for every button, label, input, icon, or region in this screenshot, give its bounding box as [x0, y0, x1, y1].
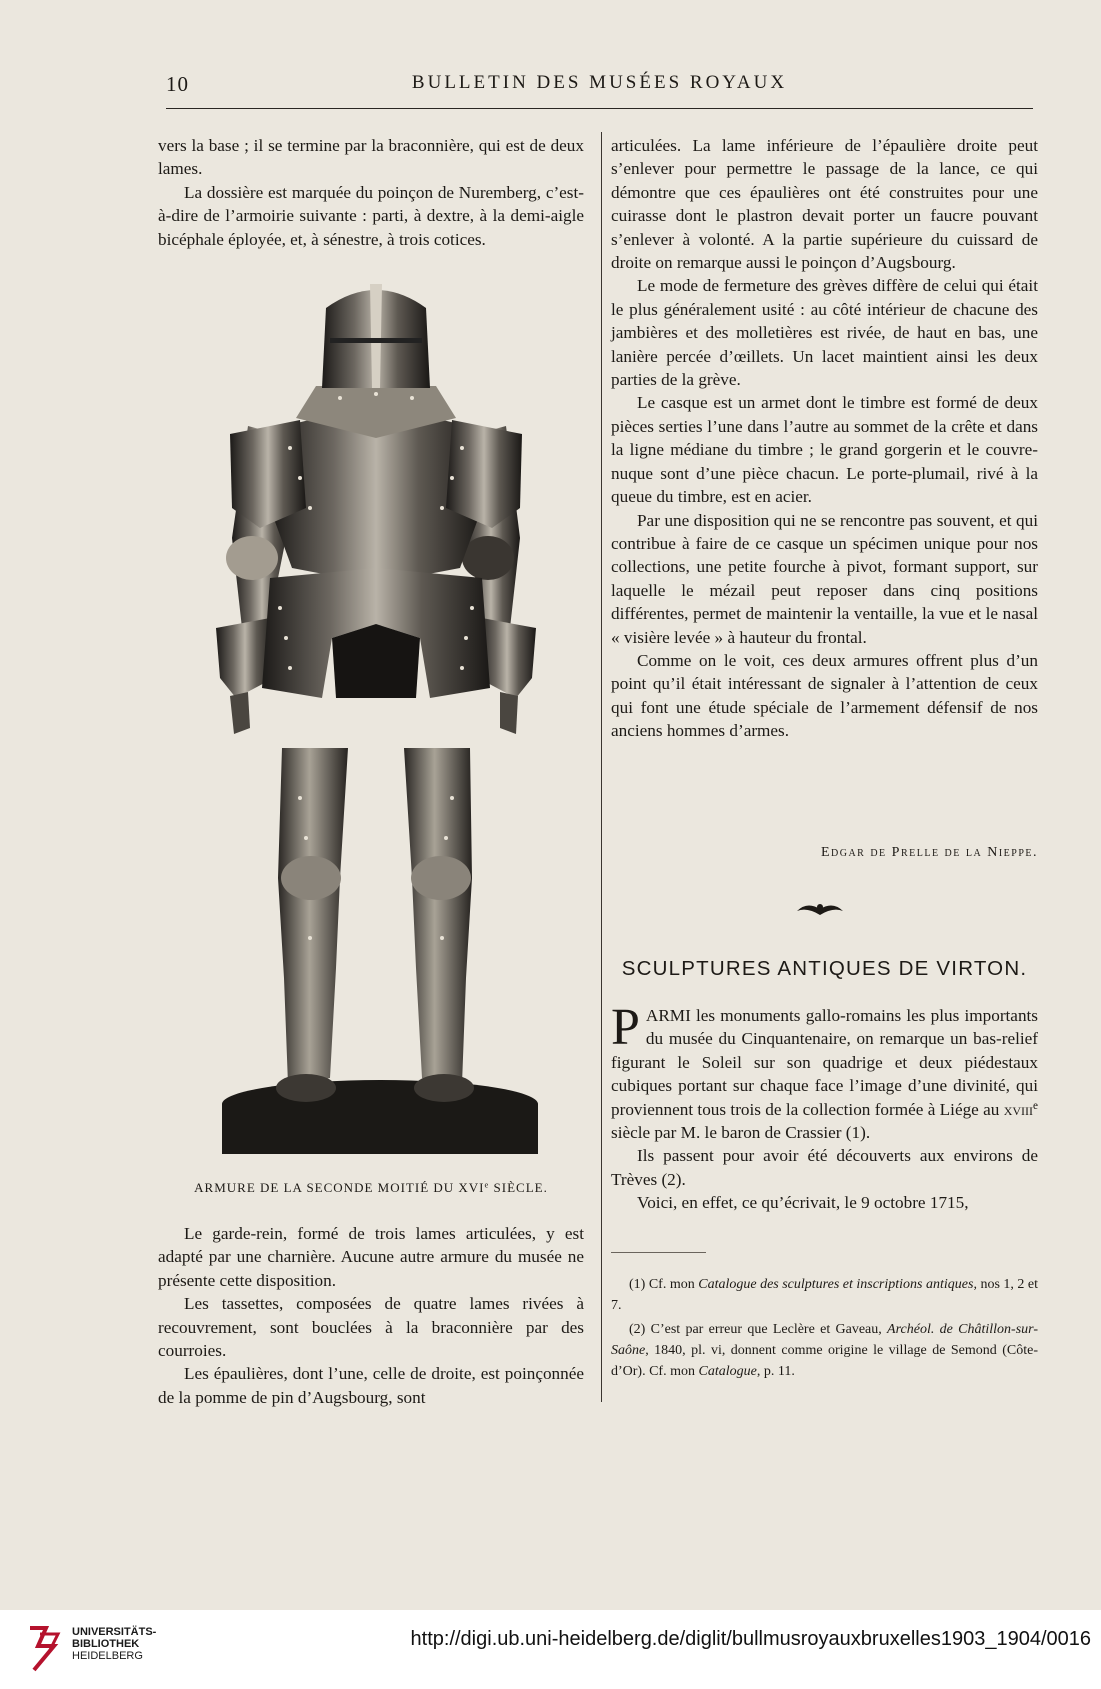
left-column-bottom [158, 1222, 584, 1409]
paragraph: Comme on le voit, ces deux armures offrent plus d’un point qu’il était intéressant de signaler à l’attention de ceux qui font une étude spéciale de l’armement défensif de nos anciens hommes d’armes. [611, 650, 1038, 741]
section-paragraph: Ils passent pour avoir été découverts aux environs de Trèves (2). [611, 1146, 1038, 1189]
author-signature: Edgar de Prelle de la Nieppe. [820, 845, 1038, 860]
footnote-rule [611, 1252, 706, 1253]
paragraph: vers la base ; il se termine par la braconnière, qui est de deux lames. [158, 136, 584, 179]
university-library-logo-icon [24, 1624, 64, 1674]
paragraph: Les épaulières, dont l’une, celle de droite, est poinçonnée de la pomme de pin d’Augsbourg, sont [158, 1364, 584, 1407]
section-text-end: siècle par M. le baron de Crassier (1). [611, 1123, 871, 1143]
caption-text-end: SIÈCLE. [489, 1180, 548, 1195]
paragraph: La dossière est marquée du poinçon de Nuremberg, c’est-à-dire de l’armoirie suivante : parti, à dextre, à la demi-aigle bicéphale éployée, et, à sénestre, à trois cotices. [158, 182, 584, 249]
paragraph: articulées. La lame inférieure de l’épaulière droite peut s’enlever pour permettre le passage de la lance, ce qui démontre que ces épaulières ont été construites pour une cuirasse dont le plastron devait porter un faucre pouvant s’enlever à volonté. A la partie supérieure du cuissard de droite on remarque aussi le poinçon d’Augsbourg. [611, 136, 1038, 273]
footnote-text: (1) Cf. mon [629, 1277, 699, 1292]
footnote-title: Archéol. de Châtillon-sur-Saône [611, 1322, 1038, 1358]
footnote-text: , p. 11. [756, 1364, 795, 1379]
library-footer [0, 1610, 1101, 1689]
left-column-top [158, 134, 584, 251]
fleuron-ornament-icon [795, 899, 845, 919]
caption-text: ARMURE DE LA SECONDE MOITIÉ DU XVI [194, 1180, 485, 1195]
column-rule [601, 132, 602, 1402]
paragraph: Le casque est un armet dont le timbre est formé de deux pièces serties l’une dans l’autre au sommet de la crête et dans la ligne médiane du timbre ; le grand gorgerin et le couvre-nuque sont d’une pièce chacun. Le porte-plumail, rivé à la queue du timbre, est en acier. [611, 393, 1038, 507]
figure-caption [158, 1180, 584, 1196]
footnote-text: (2) C’est par erreur que Leclère et Gaveau, [629, 1322, 888, 1337]
section-paragraph: Voici, en effet, ce qu’écrivait, le 9 octobre 1715, [637, 1193, 969, 1213]
footnote-2 [611, 1319, 1038, 1382]
running-header [166, 72, 1033, 102]
library-name [72, 1626, 156, 1662]
section-paragraph [611, 999, 1038, 1144]
header-rule [166, 108, 1033, 109]
caption-superscript: e [484, 1179, 490, 1190]
right-column-top [611, 134, 1038, 743]
paragraph: Les tassettes, composées de quatre lames rivées à recouvrement, sont bouclées à la braconnière par des courroies. [158, 1294, 584, 1361]
journal-title: BULLETIN DES MUSÉES ROYAUX [411, 72, 788, 93]
section-body [611, 999, 1038, 1215]
footnote-1 [611, 1274, 1038, 1316]
footnote-text: , nos 1, 2 et 7. [611, 1277, 1038, 1313]
footnote-text: , 1840, pl. vi, donnent comme origine le village de Semond (Côte-d’Or). Cf. mon [611, 1343, 1038, 1379]
drop-cap: P [611, 999, 640, 1056]
library-name-line: HEIDELBERG [72, 1650, 143, 1662]
paragraph: Le garde-rein, formé de trois lames articulées, y est adapté par une charnière. Aucune autre armure du musée ne présente cette disposition. [158, 1224, 584, 1290]
paragraph: Par une disposition qui ne se rencontre pas souvent, et qui contribue à faire de ce casque un spécimen unique pour nos collections, une petite fourche à pivot, formant support, sur laquelle le mézail peut reposer dans cinq positions différentes, permet de maintenir la ventaille, la vue et le nasal « visière levée » à hauteur du frontal. [611, 510, 1038, 647]
footnote-title: Catalogue [698, 1364, 757, 1379]
century-superscript: e [1033, 1099, 1038, 1112]
century-numeral: xviii [1003, 1099, 1034, 1119]
library-name-line: UNIVERSITÄTS- [72, 1626, 157, 1638]
page-number: 10 [166, 72, 189, 96]
section-text: ARMI les monuments gallo-romains les plus importants du musée du Cinquantenaire, on remarque un bas-relief figurant le Soleil sur son quadrige et deux piédestaux cubiques portant sur chaque face l’image d’une divinité, qui proviennent tous trois de la collection formée à Liége au [611, 1006, 1038, 1119]
armor-photograph [190, 278, 562, 1154]
armor-illustration [190, 278, 562, 1154]
footnote-title: Catalogue des sculptures et inscriptions antiques [698, 1277, 974, 1292]
section-title: SCULPTURES ANTIQUES DE VIRTON. [621, 957, 1028, 980]
paragraph: Le mode de fermeture des grèves diffère de celui qui était le plus généralement usité : au côté intérieur de chacune des jambières et des molletières est rivée, de haut en bas, une lanière percée d’œillets. Un lacet maintient ainsi les deux parties de la grève. [611, 276, 1038, 390]
permalink-url[interactable]: http://digi.ub.uni-heidelberg.de/diglit/bullmusroyauxbruxelles1903_1904/0016 [410, 1628, 1091, 1650]
footnotes [611, 1274, 1038, 1385]
library-name-line: BIBLIOTHEK [72, 1638, 140, 1650]
